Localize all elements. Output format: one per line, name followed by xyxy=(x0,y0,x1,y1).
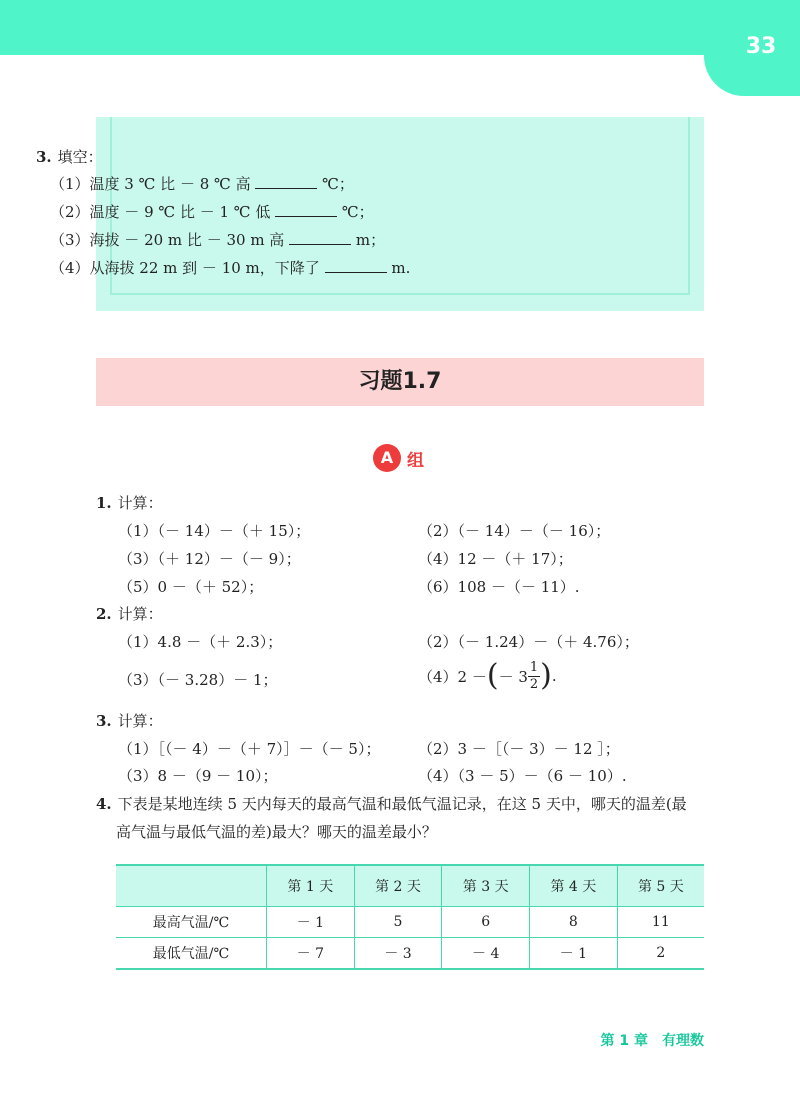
table-row xyxy=(116,938,704,970)
fill-blank-3 xyxy=(289,230,351,245)
q2-item-3: （3）（－ 3.28）－ 1； xyxy=(118,671,278,689)
fill-item-1-unit: ℃； xyxy=(322,175,354,193)
table-header-row xyxy=(116,865,704,907)
fill-item-2-text: （2）温度 － 9 ℃ 比 － 1 ℃ 低 xyxy=(50,203,271,221)
table-cell: 最高气温/℃ xyxy=(116,907,267,938)
fill-item-2 xyxy=(50,201,374,222)
q4-line-2: 高气温与最低气温的差)最大？哪天的温差最小？ xyxy=(116,823,437,841)
q1-item-5: （5）0 －（＋ 52）； xyxy=(118,578,264,596)
table-header-cell xyxy=(116,865,267,907)
fill-item-3-unit: m； xyxy=(355,231,386,249)
table-header-cell: 第 2 天 xyxy=(354,865,442,907)
q3-item-4: （4）（3 － 5）－（6 － 10）. xyxy=(418,767,627,785)
fill-item-1 xyxy=(50,173,354,194)
page-number: 33 xyxy=(745,34,777,59)
box-question-label: 填空： xyxy=(57,148,103,166)
q1-item-6: （6）108 －（－ 11）. xyxy=(418,578,580,596)
q1-item-3: （3）（＋ 12）－（－ 9）； xyxy=(118,550,301,568)
fill-blank-1 xyxy=(255,174,317,189)
table-row xyxy=(116,907,704,938)
q2-item-4-inner: － 3 xyxy=(498,667,528,686)
q4-number: 4. xyxy=(96,795,112,813)
q2-label: 计算： xyxy=(117,605,163,623)
table-cell: 2 xyxy=(617,938,704,970)
temperature-table xyxy=(116,864,704,970)
table-cell: － 7 xyxy=(267,938,355,970)
fill-item-1-text: （1）温度 3 ℃ 比 － 8 ℃ 高 xyxy=(50,175,251,193)
table-cell: － 1 xyxy=(530,938,618,970)
fraction-denominator: 2 xyxy=(529,676,539,692)
q1-item-2: （2）（－ 14）－（－ 16）； xyxy=(418,522,611,540)
table-cell: 最低气温/℃ xyxy=(116,938,267,970)
section-header xyxy=(96,358,704,406)
table-cell: － 1 xyxy=(267,907,355,938)
box-question-number: 3. xyxy=(36,148,52,166)
table-cell: － 3 xyxy=(354,938,442,970)
q1-heading xyxy=(96,492,163,513)
q2-item-4-fraction xyxy=(528,660,540,693)
fill-item-2-unit: ℃； xyxy=(341,203,374,221)
q2-number: 2. xyxy=(96,605,112,623)
q1-item-4: （4）12 －（＋ 17）； xyxy=(418,550,573,568)
q1-label: 计算： xyxy=(117,494,163,512)
q3-item-1: （1）［（－ 4）－（＋ 7）］－（－ 5）； xyxy=(118,740,381,758)
q2-item-4-right-paren: ) xyxy=(540,658,552,693)
fill-blank-2 xyxy=(275,202,337,217)
table-cell: － 4 xyxy=(442,938,530,970)
fill-item-3 xyxy=(50,229,385,250)
q2-item-4-end: . xyxy=(551,667,557,685)
top-banner xyxy=(0,0,800,55)
table-cell: 6 xyxy=(442,907,530,938)
box-question-heading xyxy=(36,146,103,167)
q4-text-1: 下表是某地连续 5 天内每天的最高气温和最低气温记录，在这 5 天中，哪天的温差(最 xyxy=(117,795,687,813)
table-header-cell: 第 4 天 xyxy=(530,865,618,907)
q2-item-4-left-paren: ( xyxy=(486,658,499,693)
q2-item-4-prefix: （4）2 － xyxy=(418,667,487,686)
section-title: 习题1.7 xyxy=(358,369,442,394)
group-text: 组 xyxy=(407,451,424,471)
q4-line-1 xyxy=(96,793,687,814)
fraction-numerator: 1 xyxy=(529,659,539,675)
group-badge: A xyxy=(373,444,401,472)
fill-item-4 xyxy=(50,257,410,278)
q1-item-1: （1）（－ 14）－（＋ 15）； xyxy=(118,522,311,540)
fill-item-4-unit: m. xyxy=(391,259,411,277)
q3-number: 3. xyxy=(96,712,112,730)
table-cell: 11 xyxy=(617,907,704,938)
q3-heading xyxy=(96,710,163,731)
q2-heading xyxy=(96,603,163,624)
table-header-cell: 第 5 天 xyxy=(617,865,704,907)
table-cell: 8 xyxy=(530,907,618,938)
table-cell: 5 xyxy=(354,907,442,938)
table-header-cell: 第 1 天 xyxy=(267,865,355,907)
q1-number: 1. xyxy=(96,494,112,512)
q3-item-2: （2）3 －［（－ 3）－ 12 ］； xyxy=(418,740,620,758)
q2-item-4 xyxy=(418,656,557,696)
q2-item-1: （1）4.8 －（＋ 2.3）； xyxy=(118,633,283,651)
fill-blank-4 xyxy=(325,258,387,273)
q3-item-3: （3）8 －（9 － 10）； xyxy=(118,767,278,785)
q2-item-2: （2）（－ 1.24）－（＋ 4.76）； xyxy=(418,633,639,651)
table-header-cell: 第 3 天 xyxy=(442,865,530,907)
chapter-footer: 第 1 章 有理数 xyxy=(600,1033,704,1049)
fill-item-3-text: （3）海拔 － 20 m 比 － 30 m 高 xyxy=(50,231,285,249)
fill-item-4-text: （4）从海拔 22 m 到 － 10 m，下降了 xyxy=(50,259,320,277)
q3-label: 计算： xyxy=(117,712,163,730)
